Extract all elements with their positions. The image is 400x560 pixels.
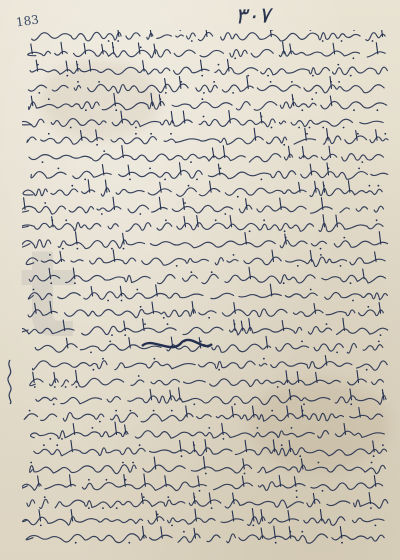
script-line — [22, 93, 387, 111]
handwritten-script — [22, 30, 394, 555]
script-line — [22, 301, 383, 318]
script-line — [28, 284, 387, 301]
folio-number: ۳۰۷ — [234, 3, 271, 30]
script-line — [24, 406, 382, 423]
script-line — [36, 388, 386, 405]
script-line — [25, 76, 384, 94]
script-line — [22, 318, 388, 336]
script-line — [27, 30, 385, 42]
script-line — [23, 146, 383, 164]
script-line — [30, 59, 387, 76]
script-line — [26, 526, 384, 543]
script-line — [27, 128, 388, 145]
script-line — [22, 474, 383, 492]
script-line — [26, 250, 385, 267]
script-line — [22, 509, 384, 527]
script-line — [23, 180, 382, 198]
script-line — [22, 215, 383, 233]
script-line — [25, 356, 387, 371]
script-line — [25, 267, 386, 284]
margin-annotation — [4, 358, 16, 406]
script-line — [29, 422, 384, 440]
script-line — [22, 111, 383, 129]
script-line — [22, 493, 388, 510]
script-line — [28, 42, 385, 59]
watermark: t — [20, 226, 78, 365]
script-line — [22, 232, 388, 250]
script-line — [22, 197, 384, 215]
corner-folio-number: 183 — [15, 12, 40, 30]
script-line — [29, 457, 386, 475]
script-line — [31, 163, 388, 181]
handwritten-text-block — [22, 30, 394, 555]
script-line — [28, 370, 384, 388]
script-line — [27, 440, 386, 458]
